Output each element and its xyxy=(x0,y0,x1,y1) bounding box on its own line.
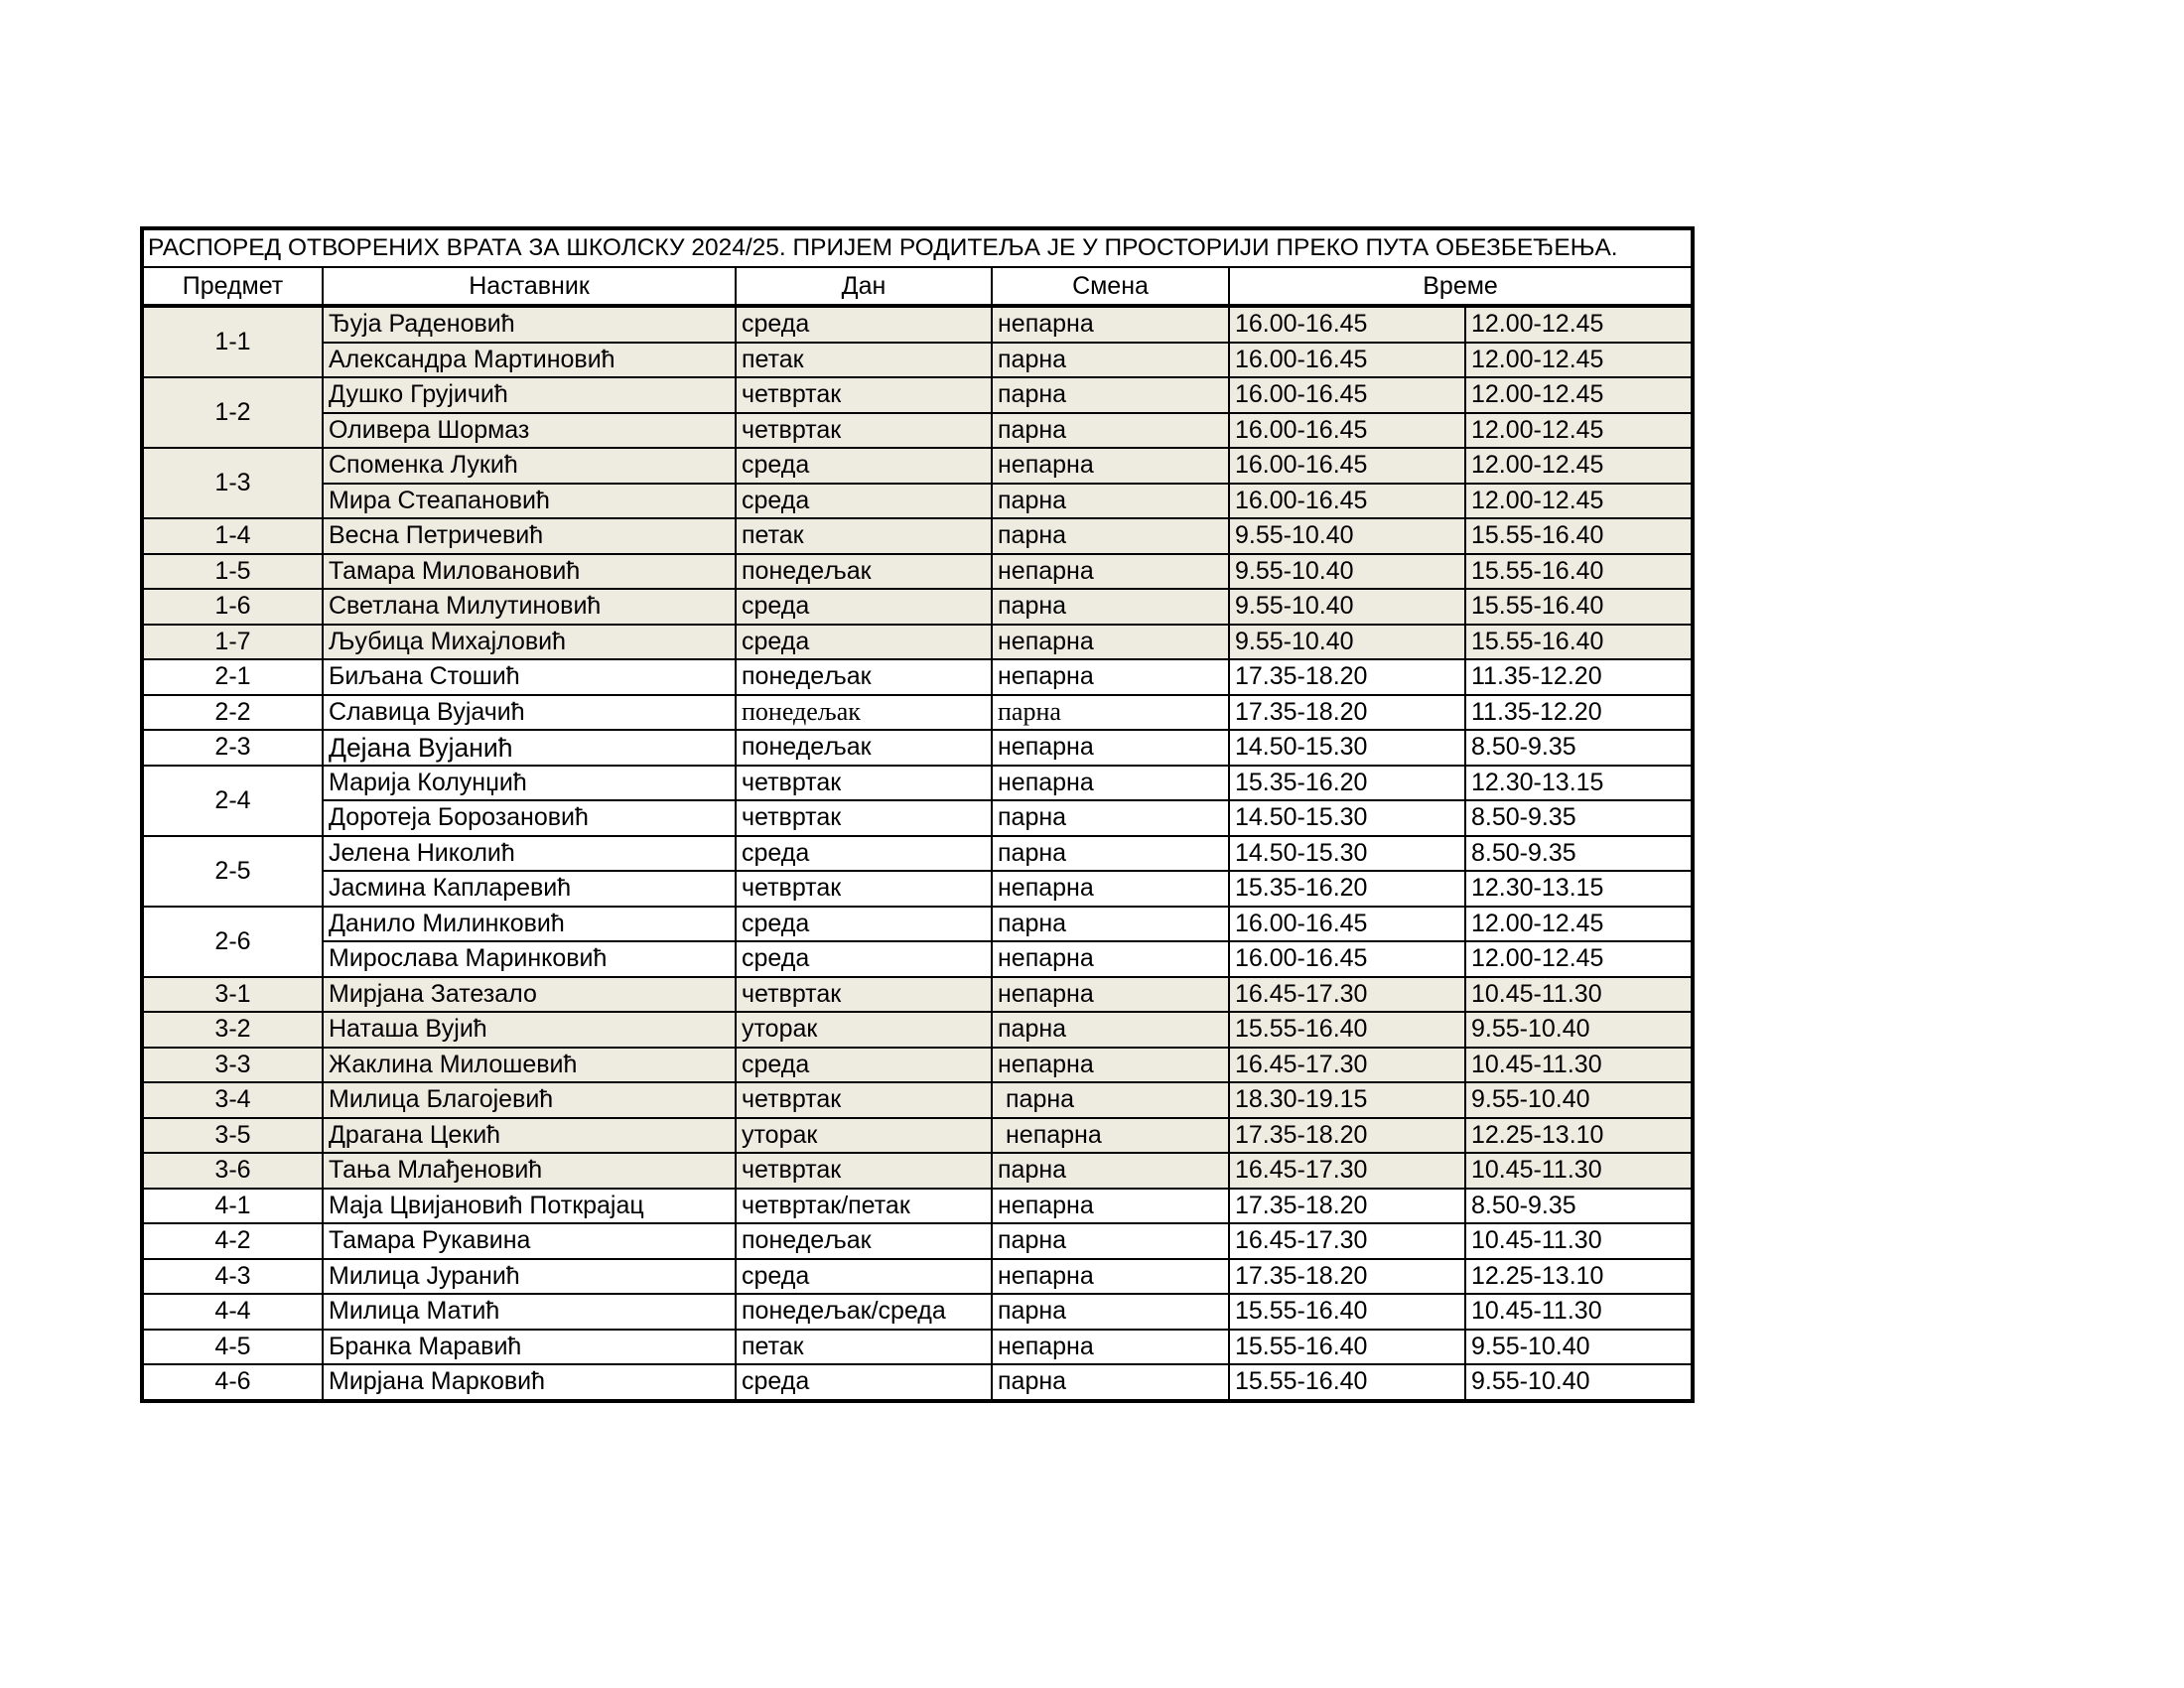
time-cell: 15.55-16.40 xyxy=(1465,589,1693,625)
subject-cell: 1-6 xyxy=(142,589,323,625)
day-cell: четвртак xyxy=(736,977,992,1013)
time-cell: 15.55-16.40 xyxy=(1465,518,1693,554)
title-row xyxy=(142,228,1693,267)
day-cell: среда xyxy=(736,625,992,660)
header-day: Дан xyxy=(736,267,992,306)
day-cell: четвртак xyxy=(736,413,992,449)
time-cell: 9.55-10.40 xyxy=(1229,554,1465,590)
time-cell: 12.00-12.45 xyxy=(1465,907,1693,942)
teacher-cell: Оливера Шормаз xyxy=(323,413,736,449)
shift-cell: парна xyxy=(992,695,1229,731)
time-cell: 9.55-10.40 xyxy=(1229,625,1465,660)
time-cell: 15.55-16.40 xyxy=(1229,1294,1465,1330)
shift-cell: непарна xyxy=(992,1189,1229,1224)
teacher-cell: Славица Вујачић xyxy=(323,695,736,731)
subject-cell: 2-3 xyxy=(142,730,323,766)
shift-cell: парна xyxy=(992,413,1229,449)
subject-cell: 4-6 xyxy=(142,1364,323,1401)
shift-cell: непарна xyxy=(992,871,1229,907)
teacher-cell: Тамара Рукавина xyxy=(323,1223,736,1259)
day-cell: среда xyxy=(736,1364,992,1401)
time-cell: 10.45-11.30 xyxy=(1465,1223,1693,1259)
teacher-cell: Љубица Михајловић xyxy=(323,625,736,660)
teacher-cell: Дејана Вујанић xyxy=(323,730,736,766)
teacher-cell: Маја Цвијановић Поткрајац xyxy=(323,1189,736,1224)
shift-cell: парна xyxy=(992,589,1229,625)
teacher-cell: Милица Јуранић xyxy=(323,1259,736,1295)
time-cell: 15.55-16.40 xyxy=(1465,554,1693,590)
teacher-cell: Мирослава Маринковић xyxy=(323,941,736,977)
time-cell: 15.55-16.40 xyxy=(1229,1364,1465,1401)
shift-cell: парна xyxy=(992,484,1229,519)
table-row xyxy=(142,625,1693,660)
day-cell: среда xyxy=(736,941,992,977)
time-cell: 9.55-10.40 xyxy=(1465,1330,1693,1365)
subject-cell: 1-5 xyxy=(142,554,323,590)
time-cell: 14.50-15.30 xyxy=(1229,836,1465,872)
table-row xyxy=(142,871,1693,907)
shift-cell: парна xyxy=(992,343,1229,378)
header-row xyxy=(142,267,1693,306)
teacher-cell: Мирјана Марковић xyxy=(323,1364,736,1401)
time-cell: 8.50-9.35 xyxy=(1465,730,1693,766)
time-cell: 9.55-10.40 xyxy=(1465,1364,1693,1401)
table-row xyxy=(142,1364,1693,1401)
time-cell: 15.35-16.20 xyxy=(1229,766,1465,801)
table-row xyxy=(142,343,1693,378)
shift-cell: непарна xyxy=(992,1259,1229,1295)
table-row xyxy=(142,730,1693,766)
day-cell: среда xyxy=(736,907,992,942)
day-cell: среда xyxy=(736,1259,992,1295)
day-cell: среда xyxy=(736,1048,992,1083)
subject-cell: 3-1 xyxy=(142,977,323,1013)
day-cell: понедељак xyxy=(736,659,992,695)
shift-cell: непарна xyxy=(992,554,1229,590)
table-row xyxy=(142,800,1693,836)
day-cell: понедељак xyxy=(736,730,992,766)
teacher-cell: Мирјана Затезало xyxy=(323,977,736,1013)
subject-cell: 2-2 xyxy=(142,695,323,731)
time-cell: 12.30-13.15 xyxy=(1465,766,1693,801)
time-cell: 12.25-13.10 xyxy=(1465,1259,1693,1295)
shift-cell: парна xyxy=(992,800,1229,836)
teacher-cell: Бранка Маравић xyxy=(323,1330,736,1365)
day-cell: среда xyxy=(736,306,992,343)
teacher-cell: Биљана Стошић xyxy=(323,659,736,695)
shift-cell: парна xyxy=(992,1153,1229,1189)
teacher-cell: Мира Стеапановић xyxy=(323,484,736,519)
shift-cell: парна xyxy=(992,377,1229,413)
open-door-schedule-table xyxy=(140,226,1695,1403)
shift-cell: парна xyxy=(992,1082,1229,1118)
day-cell: петак xyxy=(736,343,992,378)
shift-cell: парна xyxy=(992,1012,1229,1048)
subject-cell: 4-3 xyxy=(142,1259,323,1295)
table-row xyxy=(142,484,1693,519)
subject-cell: 3-4 xyxy=(142,1082,323,1118)
teacher-cell: Доротеја Борозановић xyxy=(323,800,736,836)
time-cell: 11.35-12.20 xyxy=(1465,695,1693,731)
day-cell: уторак xyxy=(736,1118,992,1154)
time-cell: 15.35-16.20 xyxy=(1229,871,1465,907)
time-cell: 9.55-10.40 xyxy=(1465,1012,1693,1048)
time-cell: 16.00-16.45 xyxy=(1229,343,1465,378)
time-cell: 12.00-12.45 xyxy=(1465,484,1693,519)
subject-cell: 4-4 xyxy=(142,1294,323,1330)
time-cell: 12.00-12.45 xyxy=(1465,377,1693,413)
teacher-cell: Душко Грујичић xyxy=(323,377,736,413)
header-subject: Предмет xyxy=(142,267,323,306)
table-row xyxy=(142,1259,1693,1295)
shift-cell: парна xyxy=(992,907,1229,942)
time-cell: 16.00-16.45 xyxy=(1229,377,1465,413)
day-cell: четвртак xyxy=(736,377,992,413)
time-cell: 12.25-13.10 xyxy=(1465,1118,1693,1154)
shift-cell: непарна xyxy=(992,306,1229,343)
teacher-cell: Ђуја Раденовић xyxy=(323,306,736,343)
subject-cell: 4-1 xyxy=(142,1189,323,1224)
day-cell: четвртак xyxy=(736,766,992,801)
time-cell: 17.35-18.20 xyxy=(1229,695,1465,731)
time-cell: 12.00-12.45 xyxy=(1465,306,1693,343)
day-cell: среда xyxy=(736,589,992,625)
subject-cell: 2-4 xyxy=(142,766,323,836)
day-cell: понедељак xyxy=(736,554,992,590)
time-cell: 17.35-18.20 xyxy=(1229,1118,1465,1154)
shift-cell: непарна xyxy=(992,448,1229,484)
time-cell: 9.55-10.40 xyxy=(1229,589,1465,625)
table-row xyxy=(142,377,1693,413)
header-teacher: Наставник xyxy=(323,267,736,306)
shift-cell: парна xyxy=(992,1223,1229,1259)
subject-cell: 3-2 xyxy=(142,1012,323,1048)
table-row xyxy=(142,413,1693,449)
time-cell: 16.00-16.45 xyxy=(1229,484,1465,519)
table-row xyxy=(142,306,1693,343)
shift-cell: непарна xyxy=(992,1330,1229,1365)
day-cell: среда xyxy=(736,836,992,872)
time-cell: 12.00-12.45 xyxy=(1465,448,1693,484)
table-row xyxy=(142,977,1693,1013)
time-cell: 16.00-16.45 xyxy=(1229,907,1465,942)
time-cell: 14.50-15.30 xyxy=(1229,730,1465,766)
shift-cell: непарна xyxy=(992,659,1229,695)
time-cell: 9.55-10.40 xyxy=(1229,518,1465,554)
shift-cell: парна xyxy=(992,1294,1229,1330)
table-row xyxy=(142,1048,1693,1083)
table-row xyxy=(142,659,1693,695)
shift-cell: непарна xyxy=(992,1048,1229,1083)
time-cell: 12.30-13.15 xyxy=(1465,871,1693,907)
teacher-cell: Весна Петричевић xyxy=(323,518,736,554)
day-cell: уторак xyxy=(736,1012,992,1048)
table-row xyxy=(142,1153,1693,1189)
day-cell: среда xyxy=(736,484,992,519)
teacher-cell: Марија Колунџић xyxy=(323,766,736,801)
time-cell: 17.35-18.20 xyxy=(1229,659,1465,695)
time-cell: 17.35-18.20 xyxy=(1229,1259,1465,1295)
teacher-cell: Жаклина Милошевић xyxy=(323,1048,736,1083)
table-row xyxy=(142,836,1693,872)
table-row xyxy=(142,1223,1693,1259)
subject-cell: 1-3 xyxy=(142,448,323,518)
teacher-cell: Наташа Вујић xyxy=(323,1012,736,1048)
subject-cell: 1-1 xyxy=(142,306,323,377)
day-cell: петак xyxy=(736,1330,992,1365)
teacher-cell: Драгана Цекић xyxy=(323,1118,736,1154)
teacher-cell: Светлана Милутиновић xyxy=(323,589,736,625)
time-cell: 10.45-11.30 xyxy=(1465,1294,1693,1330)
table-row xyxy=(142,1012,1693,1048)
teacher-cell: Данило Милинковић xyxy=(323,907,736,942)
table-row xyxy=(142,589,1693,625)
day-cell: четвртак/петак xyxy=(736,1189,992,1224)
day-cell: среда xyxy=(736,448,992,484)
shift-cell: парна xyxy=(992,836,1229,872)
subject-cell: 2-5 xyxy=(142,836,323,907)
day-cell: четвртак xyxy=(736,1082,992,1118)
shift-cell: парна xyxy=(992,1364,1229,1401)
teacher-cell: Милица Матић xyxy=(323,1294,736,1330)
time-cell: 16.00-16.45 xyxy=(1229,306,1465,343)
time-cell: 8.50-9.35 xyxy=(1465,800,1693,836)
teacher-cell: Споменка Лукић xyxy=(323,448,736,484)
time-cell: 16.00-16.45 xyxy=(1229,413,1465,449)
shift-cell: непарна xyxy=(992,977,1229,1013)
schedule-body xyxy=(142,306,1693,1401)
time-cell: 12.00-12.45 xyxy=(1465,343,1693,378)
subject-cell: 3-3 xyxy=(142,1048,323,1083)
time-cell: 18.30-19.15 xyxy=(1229,1082,1465,1118)
table-row xyxy=(142,1294,1693,1330)
shift-cell: непарна xyxy=(992,766,1229,801)
table-row xyxy=(142,695,1693,731)
table-row xyxy=(142,766,1693,801)
time-cell: 9.55-10.40 xyxy=(1465,1082,1693,1118)
teacher-cell: Милица Благојевић xyxy=(323,1082,736,1118)
shift-cell: непарна xyxy=(992,1118,1229,1154)
teacher-cell: Александра Мартиновић xyxy=(323,343,736,378)
table-row xyxy=(142,554,1693,590)
time-cell: 12.00-12.45 xyxy=(1465,941,1693,977)
subject-cell: 2-6 xyxy=(142,907,323,977)
shift-cell: непарна xyxy=(992,730,1229,766)
shift-cell: парна xyxy=(992,518,1229,554)
time-cell: 8.50-9.35 xyxy=(1465,836,1693,872)
table-row xyxy=(142,1082,1693,1118)
day-cell: четвртак xyxy=(736,1153,992,1189)
schedule-title: РАСПОРЕД ОТВОРЕНИХ ВРАТА ЗА ШКОЛСКУ 2024/25. ПРИЈЕМ РОДИТЕЉА ЈЕ У ПРОСТОРИЈИ ПРЕКО ПУТА ОБЕЗБЕЂЕЊА. xyxy=(142,228,1693,267)
day-cell: четвртак xyxy=(736,800,992,836)
time-cell: 15.55-16.40 xyxy=(1229,1012,1465,1048)
day-cell: понедељак/среда xyxy=(736,1294,992,1330)
subject-cell: 2-1 xyxy=(142,659,323,695)
day-cell: петак xyxy=(736,518,992,554)
teacher-cell: Тамара Миловановић xyxy=(323,554,736,590)
teacher-cell: Јелена Николић xyxy=(323,836,736,872)
day-cell: понедељак xyxy=(736,695,992,731)
time-cell: 14.50-15.30 xyxy=(1229,800,1465,836)
subject-cell: 1-7 xyxy=(142,625,323,660)
table-row xyxy=(142,941,1693,977)
time-cell: 16.45-17.30 xyxy=(1229,1153,1465,1189)
time-cell: 15.55-16.40 xyxy=(1465,625,1693,660)
time-cell: 12.00-12.45 xyxy=(1465,413,1693,449)
time-cell: 16.00-16.45 xyxy=(1229,448,1465,484)
table-row xyxy=(142,1118,1693,1154)
subject-cell: 4-2 xyxy=(142,1223,323,1259)
day-cell: понедељак xyxy=(736,1223,992,1259)
time-cell: 16.45-17.30 xyxy=(1229,1223,1465,1259)
teacher-cell: Тања Млађеновић xyxy=(323,1153,736,1189)
table-row xyxy=(142,1330,1693,1365)
shift-cell: непарна xyxy=(992,941,1229,977)
time-cell: 17.35-18.20 xyxy=(1229,1189,1465,1224)
subject-cell: 3-5 xyxy=(142,1118,323,1154)
subject-cell: 1-2 xyxy=(142,377,323,448)
table-row xyxy=(142,907,1693,942)
subject-cell: 3-6 xyxy=(142,1153,323,1189)
time-cell: 10.45-11.30 xyxy=(1465,1048,1693,1083)
time-cell: 16.45-17.30 xyxy=(1229,977,1465,1013)
time-cell: 15.55-16.40 xyxy=(1229,1330,1465,1365)
time-cell: 10.45-11.30 xyxy=(1465,1153,1693,1189)
time-cell: 8.50-9.35 xyxy=(1465,1189,1693,1224)
subject-cell: 4-5 xyxy=(142,1330,323,1365)
subject-cell: 1-4 xyxy=(142,518,323,554)
table-row xyxy=(142,1189,1693,1224)
shift-cell: непарна xyxy=(992,625,1229,660)
time-cell: 10.45-11.30 xyxy=(1465,977,1693,1013)
table-row xyxy=(142,448,1693,484)
header-shift: Смена xyxy=(992,267,1229,306)
teacher-cell: Јасмина Капларевић xyxy=(323,871,736,907)
day-cell: четвртак xyxy=(736,871,992,907)
time-cell: 16.45-17.30 xyxy=(1229,1048,1465,1083)
table-row xyxy=(142,518,1693,554)
time-cell: 11.35-12.20 xyxy=(1465,659,1693,695)
time-cell: 16.00-16.45 xyxy=(1229,941,1465,977)
header-time: Време xyxy=(1229,267,1693,306)
